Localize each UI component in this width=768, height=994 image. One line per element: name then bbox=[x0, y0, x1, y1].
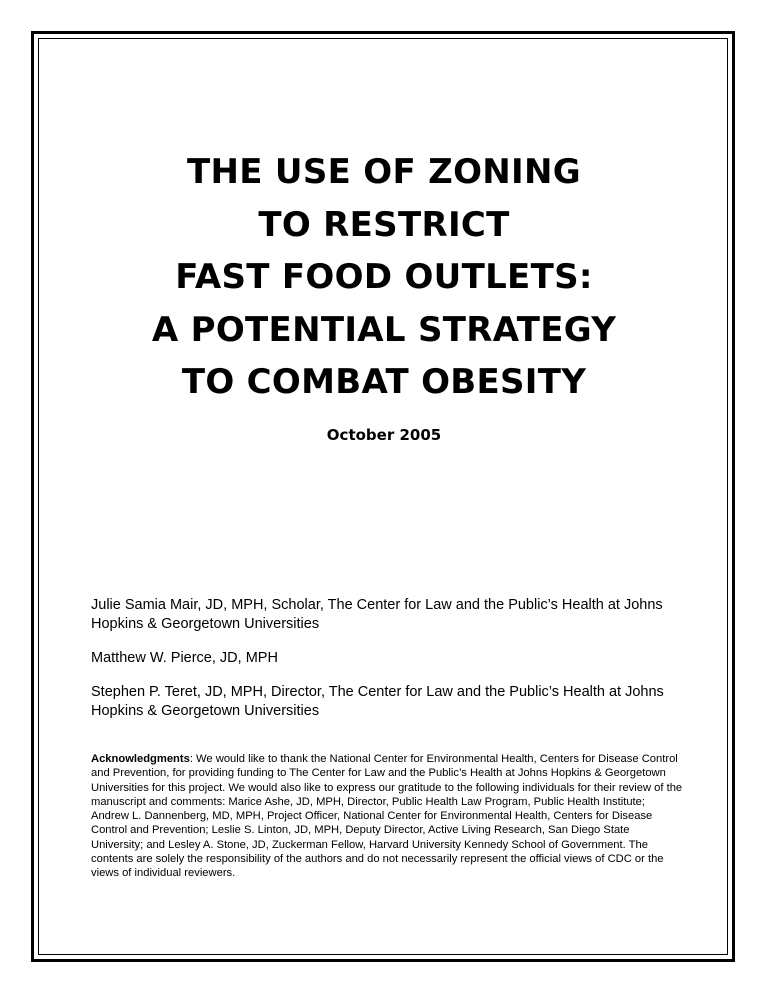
title-line-2: TO RESTRICT bbox=[258, 204, 510, 245]
title-line-3: FAST FOOD OUTLETS: bbox=[175, 257, 593, 297]
publication-date: October 2005 bbox=[326, 426, 442, 444]
author-3: Stephen P. Teret, JD, MPH, Director, The Center for Law and the Public’s Health at Johns Hopkins & Georgetown Universities bbox=[91, 684, 664, 719]
author-list bbox=[91, 596, 691, 736]
report-title bbox=[40, 146, 728, 409]
title-line-5: TO COMBAT OBESITY bbox=[181, 362, 587, 402]
acknowledgments-paragraph bbox=[91, 752, 683, 881]
title-line-1: THE USE OF ZONING bbox=[187, 152, 581, 192]
title-line-4: A POTENTIAL STRATEGY bbox=[151, 309, 617, 350]
acknowledgments-label: Acknowledgments bbox=[91, 753, 190, 765]
acknowledgments-text: : We would like to thank the National Center for Environmental Health, Centers for Disease Control and Prevention, for providing funding to The Center for Law and the Public’s Health at Johns Hopkins & Georgetown Universities for this project. We would also like to express our gratitude to the following individuals for their review of the manuscript and comments: Marice Ashe, JD, MPH, Director, Public Health Law Program, Public Health Institute; Andrew L. Dannenberg, MD, MPH, Project Officer, National Center for Environmental Health, Centers for Disease Control and Prevention; Leslie S. Linton, JD, MPH, Deputy Director, Active Living Research, San Diego State University; and Lesley A. Stone, JD, Zuckerman Fellow, Harvard University Kennedy School of Government. The contents are solely the responsibility of the authors and do not necessarily represent the official views of CDC or the views of individual reviewers. bbox=[91, 753, 683, 880]
author-1: Julie Samia Mair, JD, MPH, Scholar, The Center for Law and the Public’s Health at Johns Hopkins & Georgetown Universities bbox=[91, 597, 663, 632]
author-2: Matthew W. Pierce, JD, MPH bbox=[91, 650, 278, 666]
